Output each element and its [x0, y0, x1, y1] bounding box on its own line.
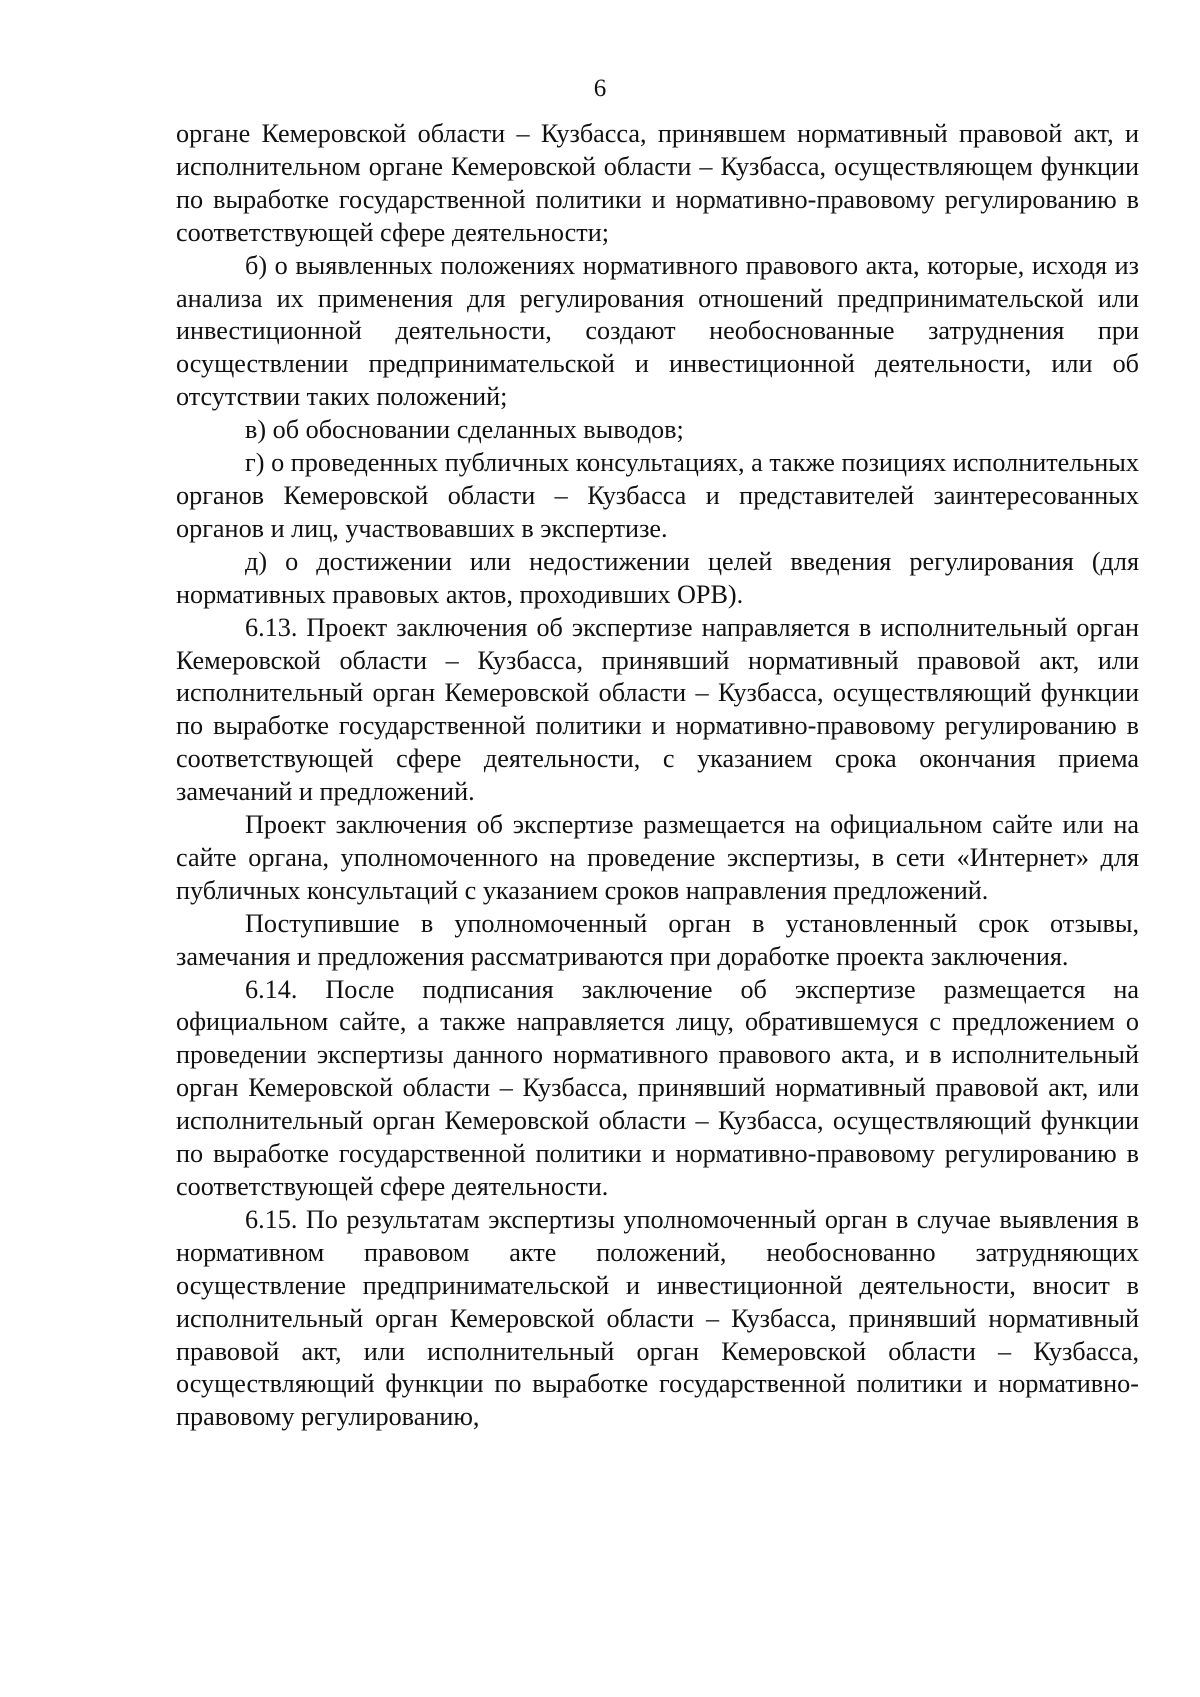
paragraph: в) об обосновании сделанных выводов;	[245, 415, 684, 445]
paragraph: г) о проведенных публичных консультациях, а также позициях исполнительных органов Кемеровской области – Кузбасса и представителей заинтересованных органов и лиц, участвовавших в экспертизе.	[176, 448, 1139, 543]
paragraph: органе Кемеровской области – Кузбасса, принявшем нормативный правовой акт, и исполнительном органе Кемеровской области – Кузбасса, осуществляющем функции по выработке государственной политики и нормативно-правовому регулированию в соответствующей сфере деятельности;	[176, 119, 1139, 247]
paragraph: б) о выявленных положениях нормативного правового акта, которые, исходя из анализа их применения для регулирования отношений предпринимательской или инвестиционной деятельности, создают необоснованные затруднения при осуществлении предпринимательской и инвестиционной деятельности, или об отсутствии таких положений;	[176, 250, 1139, 412]
paragraph: 6.14. После подписания заключение об экспертизе размещается на официальном сайте, а также направляется лицу, обратившемуся с предложением о проведении экспертизы данного нормативного правового акта, и в исполнительный орган Кемеровской области – Кузбасса, принявший нормативный правовой акт, или исполнительный орган Кемеровской области – Кузбасса, осуществляющий функции по выработке государственной политики и нормативно-правовому регулированию в соответствующей сфере деятельности.	[176, 974, 1139, 1201]
document-body	[176, 118, 1139, 1434]
paragraph: Проект заключения об экспертизе размещается на официальном сайте или на сайте органа, уполномоченного на проведение экспертизы, в сети «Интернет» для публичных консультаций с указанием сроков направления предложений.	[176, 810, 1139, 905]
paragraph: 6.13. Проект заключения об экспертизе направляется в исполнительный орган Кемеровской области – Кузбасса, принявший нормативный правовой акт, или исполнительный орган Кемеровской области – Кузбасса, осуществляющий функции по выработке государственной политики и нормативно-правовому регулированию в соответствующей сфере деятельности, с указанием срока окончания приема замечаний и предложений.	[176, 612, 1139, 807]
paragraph: д) о достижении или недостижении целей введения регулирования (для нормативных правовых актов, проходивших ОРВ).	[176, 546, 1139, 609]
paragraph: Поступившие в уполномоченный орган в установленный срок отзывы, замечания и предложения рассматриваются при доработке проекта заключения.	[176, 908, 1139, 971]
page-number: 6	[593, 75, 607, 102]
paragraph: 6.15. По результатам экспертизы уполномоченный орган в случае выявления в нормативном правовом акте положений, необоснованно затрудняющих осуществление предпринимательской и инвестиционной деятельности, вносит в исполнительный орган Кемеровской области – Кузбасса, принявший нормативный правовой акт, или исполнительный орган Кемеровской области – Кузбасса, осуществляющий функции по выработке государственной политики и нормативно-правовому регулированию,	[176, 1204, 1139, 1432]
